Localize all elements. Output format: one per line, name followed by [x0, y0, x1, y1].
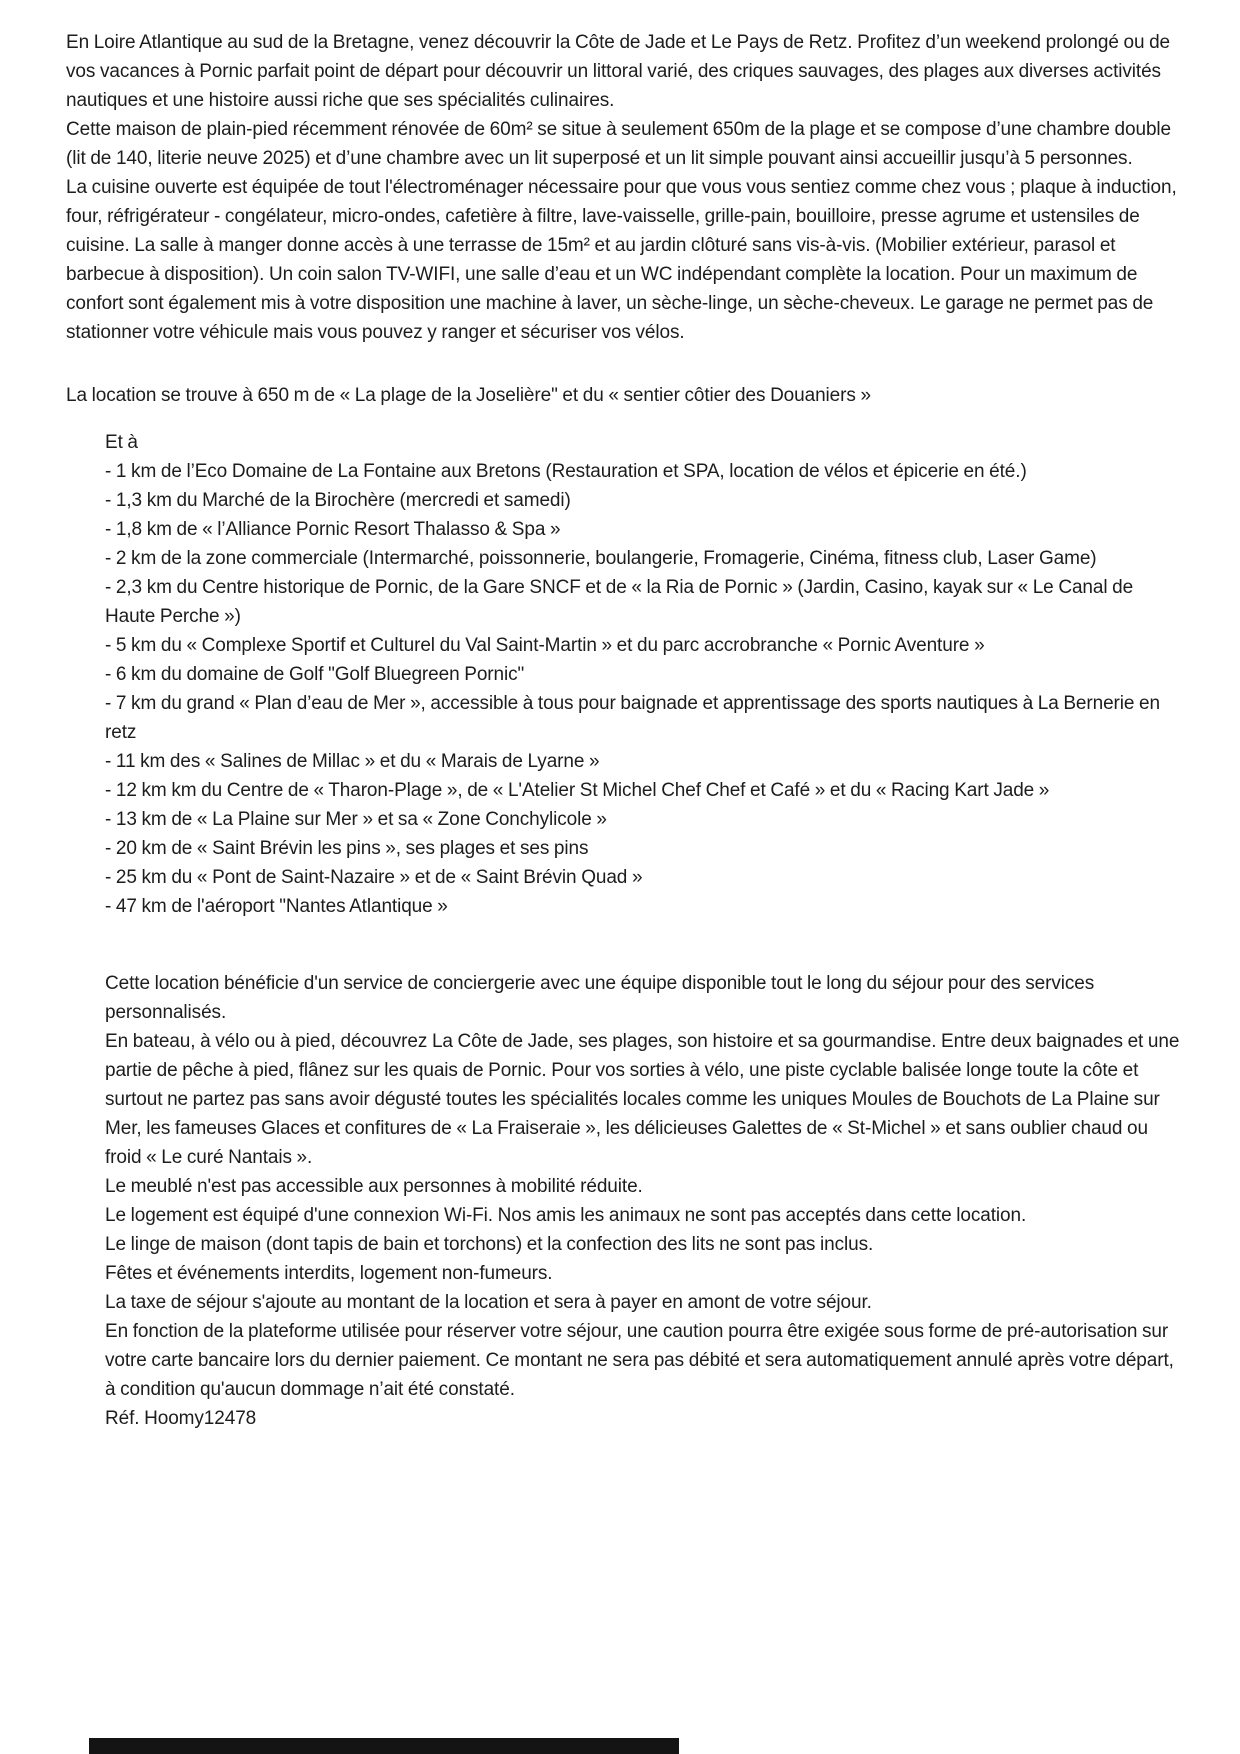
distance-item: - 11 km des « Salines de Millac » et du « Marais de Lyarne » [105, 751, 600, 772]
intro-paragraph: En Loire Atlantique au sud de la Bretagne, venez découvrir la Côte de Jade et Le Pays de Retz. Profitez d’un weekend prolongé ou de vos vacances à Pornic parfait point de départ pour découvrir un littoral varié, des criques sauvages, des plages aux diverses activités nautiques et une histoire aussi riche que ses spécialités culinaires. [66, 32, 1171, 111]
distance-item: - 6 km du domaine de Golf "Golf Bluegreen Pornic" [105, 664, 525, 685]
bottom-cropped-image-bar [89, 1738, 679, 1754]
distance-item: - 1,8 km de « l’Alliance Pornic Resort Thalasso & Spa » [105, 519, 561, 540]
distance-item: - 2 km de la zone commerciale (Intermarché, poissonnerie, boulangerie, Fromagerie, Cinéma, fitness club, Laser Game) [105, 548, 1097, 569]
distance-item: - 2,3 km du Centre historique de Pornic, de la Gare SNCF et de « la Ria de Pornic » (Jardin, Casino, kayak sur « Le Canal de Haute Perche ») [105, 577, 1134, 627]
distance-item: - 25 km du « Pont de Saint-Nazaire » et de « Saint Brévin Quad » [105, 867, 643, 888]
distances-section [105, 428, 1184, 921]
intro-section [66, 28, 1184, 347]
listing-description-document [66, 28, 1184, 1433]
closing-section [105, 969, 1184, 1433]
distance-item: - 13 km de « La Plaine sur Mer » et sa « Zone Conchylicole » [105, 809, 607, 830]
closing-paragraph: Fêtes et événements interdits, logement non-fumeurs. [105, 1263, 553, 1284]
distances-list [105, 457, 1184, 921]
closing-paragraph: Le meublé n'est pas accessible aux personnes à mobilité réduite. [105, 1176, 643, 1197]
distance-item: - 1,3 km du Marché de la Birochère (mercredi et samedi) [105, 490, 571, 511]
distance-item: - 1 km de l’Eco Domaine de La Fontaine aux Bretons (Restauration et SPA, location de vélos et épicerie en été.) [105, 461, 1027, 482]
closing-paragraph: Cette location bénéficie d'un service de conciergerie avec une équipe disponible tout le long du séjour pour des services personnalisés. [105, 973, 1095, 1023]
distance-item: - 7 km du grand « Plan d’eau de Mer », accessible à tous pour baignade et apprentissage des sports nautiques à La Bernerie en retz [105, 693, 1160, 743]
distance-item: - 20 km de « Saint Brévin les pins », ses plages et ses pins [105, 838, 589, 859]
closing-paragraph: Le logement est équipé d'une connexion Wi-Fi. Nos amis les animaux ne sont pas acceptés dans cette location. [105, 1205, 1027, 1226]
distance-item: - 5 km du « Complexe Sportif et Culturel du Val Saint-Martin » et du parc accrobranche « Pornic Aventure » [105, 635, 985, 656]
distance-item: - 47 km de l'aéroport "Nantes Atlantique » [105, 896, 448, 917]
closing-paragraph: Réf. Hoomy12478 [105, 1408, 257, 1429]
distances-heading: Et à [105, 432, 138, 453]
distance-item: - 12 km km du Centre de « Tharon-Plage », de « L'Atelier St Michel Chef Chef et Café » et du « Racing Kart Jade » [105, 780, 1050, 801]
intro-paragraph: Cette maison de plain-pied récemment rénovée de 60m² se situe à seulement 650m de la plage et se compose d’une chambre double (lit de 140, literie neuve 2025) et d’une chambre avec un lit superposé et un lit simple pouvant ainsi accueillir jusqu’à 5 personnes. [66, 119, 1171, 169]
intro-paragraph: La cuisine ouverte est équipée de tout l'électroménager nécessaire pour que vous vous sentiez comme chez vous ; plaque à induction, four, réfrigérateur - congélateur, micro-ondes, cafetière à filtre, lave-vaisselle, grille-pain, bouilloire, presse agrume et ustensiles de cuisine. La salle à manger donne accès à une terrasse de 15m² et au jardin clôturé sans vis-à-vis. (Mobilier extérieur, parasol et barbecue à disposition). Un coin salon TV-WIFI, une salle d’eau et un WC indépendant complète la location. Pour un maximum de confort sont également mis à votre disposition une machine à laver, un sèche-linge, un sèche-cheveux. Le garage ne permet pas de stationner votre véhicule mais vous pouvez y ranger et sécuriser vos vélos. [66, 177, 1177, 343]
closing-paragraph: La taxe de séjour s'ajoute au montant de la location et sera à payer en amont de votre séjour. [105, 1292, 872, 1313]
location-summary-line: La location se trouve à 650 m de « La plage de la Joselière" et du « sentier côtier des Douaniers » [66, 385, 871, 406]
closing-paragraph: En bateau, à vélo ou à pied, découvrez La Côte de Jade, ses plages, son histoire et sa gourmandise. Entre deux baignades et une partie de pêche à pied, flânez sur les quais de Pornic. Pour vos sorties à vélo, une piste cyclable balisée longe toute la côte et surtout ne partez pas sans avoir dégusté toutes les spécialités locales comme les uniques Moules de Bouchots de La Plaine sur Mer, les fameuses Glaces et confitures de « La Fraiseraie », les délicieuses Galettes de « St-Michel » et sans oublier chaud ou froid « Le curé Nantais ». [105, 1031, 1180, 1168]
closing-paragraph: En fonction de la plateforme utilisée pour réserver votre séjour, une caution pourra être exigée sous forme de pré-autorisation sur votre carte bancaire lors du dernier paiement. Ce montant ne sera pas débité et sera automatiquement annulé après votre départ, à condition qu'aucun dommage n’ait été constaté. [105, 1321, 1174, 1400]
closing-paragraph: Le linge de maison (dont tapis de bain et torchons) et la confection des lits ne sont pas inclus. [105, 1234, 874, 1255]
